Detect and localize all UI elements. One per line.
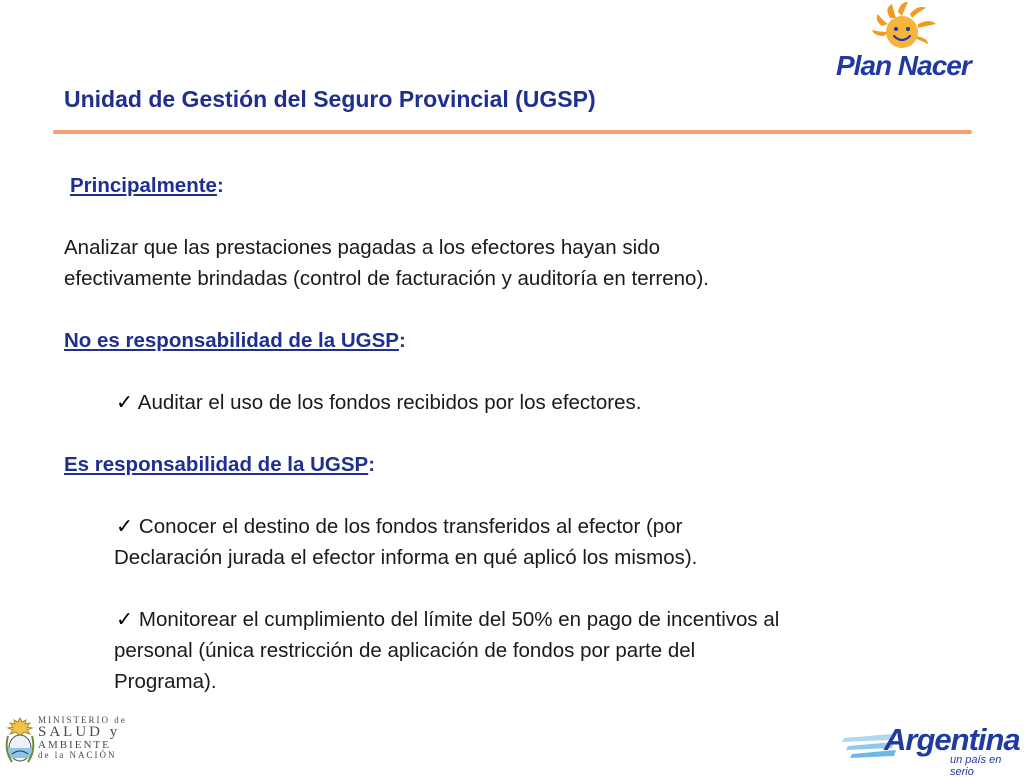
ministerio-line-4: de la NACIÓN — [38, 750, 117, 760]
principal-heading-text: Principalmente — [70, 174, 217, 197]
no-responsibility-heading — [64, 325, 964, 356]
responsibility-item-1-line-2: Declaración jurada el efector informa en qué aplicó los mismos). — [114, 546, 698, 569]
no-responsibility-heading-text: No es responsabilidad de la UGSP — [64, 329, 399, 352]
responsibility-heading — [64, 449, 964, 480]
checkmark-icon: ✓ — [116, 391, 134, 414]
ministerio-line-3: AMBIENTE — [38, 739, 111, 751]
responsibility-heading-text: Es responsabilidad de la UGSP — [64, 453, 369, 476]
responsibility-item-2-text: Monitorear el cumplimiento del límite del 50% en pago de incentivos al — [138, 608, 780, 631]
spacer — [64, 356, 964, 387]
checkmark-icon: ✓ — [116, 515, 134, 538]
spacer — [64, 294, 964, 325]
national-coat-of-arms-icon — [2, 714, 38, 766]
responsibility-item-1-text: Conocer el destino de los fondos transferidos al efector (por — [138, 515, 683, 538]
no-responsibility-item-text: Auditar el uso de los fondos recibidos por los efectores. — [137, 391, 642, 414]
principal-heading-colon: : — [216, 174, 224, 197]
plan-nacer-logo — [832, 0, 992, 86]
slide-body — [64, 170, 964, 697]
plan-nacer-wordmark: Plan Nacer — [836, 50, 971, 81]
responsibility-item-2-line-2: personal (única restricción de aplicación de fondos por parte del — [114, 639, 696, 662]
ministerio-line-2: SALUD y — [38, 724, 121, 740]
sun-face-icon — [832, 0, 992, 56]
responsibility-item-1-line-1 — [64, 511, 964, 542]
principal-heading — [64, 170, 964, 201]
title-divider — [53, 130, 972, 134]
no-responsibility-item — [64, 387, 964, 418]
principal-text-line-2: efectivamente brindadas (control de facturación y auditoría en terreno). — [64, 267, 709, 290]
argentina-wordmark: Argentina — [884, 722, 1020, 757]
principal-text-line-1: Analizar que las prestaciones pagadas a los efectores hayan sido — [64, 236, 661, 259]
spacer — [64, 418, 964, 449]
argentina-logo — [840, 722, 1024, 778]
responsibility-heading-colon: : — [368, 453, 376, 476]
spacer — [64, 480, 964, 511]
spacer — [64, 573, 964, 604]
ministerio-logo — [0, 712, 140, 768]
responsibility-item-2-line-1 — [64, 604, 964, 635]
ministerio-line-1: MINISTERIO de — [38, 715, 127, 725]
ministerio-text — [38, 716, 127, 760]
checkmark-icon: ✓ — [116, 608, 134, 631]
spacer — [64, 201, 964, 232]
argentina-tagline: un país en serio — [950, 754, 1002, 778]
responsibility-item-2-line-3: Programa). — [114, 670, 217, 693]
page-title: Unidad de Gestión del Seguro Provincial (UGSP) — [64, 86, 596, 112]
no-responsibility-heading-colon: : — [398, 329, 406, 352]
